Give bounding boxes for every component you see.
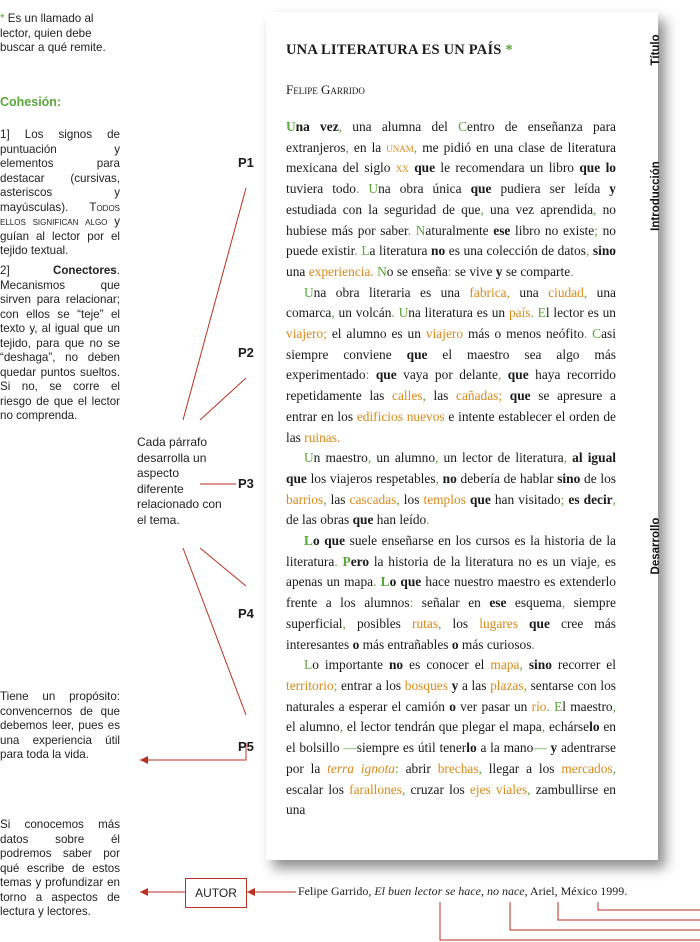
citation-line-2: [510, 902, 700, 930]
document-title: UNA LITERATURA ES UN PAÍS *: [286, 42, 513, 58]
arrow-head-autor-left: [140, 888, 148, 896]
titulo-label: Título: [650, 34, 662, 66]
p5-line: [183, 548, 246, 715]
citation-line-4: [598, 902, 700, 910]
autor-box: AUTOR: [185, 878, 247, 908]
document-author: Felipe Garrido: [286, 82, 365, 97]
arrow-head-proposito: [140, 756, 148, 764]
paragraph-label-p2: P2: [238, 345, 254, 360]
proposito-note: Tiene un propósito: convencernos de que debemos leer, pues es una experiencia útil para toda la vida.: [0, 690, 120, 761]
paragraph-4: Lo que suele enseñarse en los cursos es la historia de la literatura. Pero la historia de la literatura no es un viaje, es apenas un mapa. Lo que hace nuestro maestro es extenderlo frente a los alumnos: señalar en ese esquema, siempre superficial, posibles rutas, los lugares que cree más interesantes o más entrañables o más curiosos.: [286, 533, 616, 652]
citation-line-3: [558, 902, 700, 920]
introduccion-label: Introducción: [650, 161, 662, 231]
p4-line: [200, 548, 246, 586]
paragraph-5: Lo importante no es conocer el mapa, sino recorrer el territorio; entrar a los bosques y a las plazas, sentarse con los naturales a esperar el camión o ver pasar un río. El maestro, el alumno, el lector tendrán que plegar el mapa, echárselo en el bolsillo —siempre es útil tenerlo a la mano— y adentrarse por la terra ignota: abrir brechas, llegar a los mercados, escalar los farallones, cruzar los ejes viales, zambullirse en una: [286, 657, 617, 818]
arrow-head-autor-right: [247, 888, 255, 896]
title-asterisk: *: [505, 42, 513, 58]
cohesion-note-2: 2] Conectores. Mecanismos que sirven para relacionar; con ellos se “teje” el texto y, al igual que un tejido, para que no se “deshaga”, no deben quedar puntos sueltos. Si no, se corre el riesgo de que el lector no comprenda.: [0, 264, 120, 422]
asterisk-note: * Es un llamado al lector, quien debe buscar a qué remite.: [0, 12, 106, 54]
citation: Felipe Garrido, El buen lector se hace, no nace, Ariel, México 1999.: [298, 884, 628, 898]
cohesion-heading: Cohesión:: [0, 95, 62, 109]
desarrollo-label: Desarrollo: [650, 517, 662, 575]
asterisk-mark: *: [0, 12, 5, 25]
proposito-arrow: [140, 743, 246, 760]
paragraph-label-p4: P4: [238, 606, 254, 621]
paragraph-label-p1: P1: [238, 155, 254, 170]
autor-note: Si conocemos más datos sobre él podremos saber por qué escribe de estos temas y profundizar en torno a aspectos de lectura y lectores.: [0, 818, 120, 918]
citation-line-1: [440, 902, 700, 940]
paragraph-3: Un maestro, un alumno, un lector de literatura, al igual que los viajeros respetables, no debería de hablar sino de los barrios, las cascadas, los templos que han visitado; es decir, de las obras que han leído.: [286, 450, 616, 528]
p1-line: [183, 188, 246, 420]
paragraph-label-p3: P3: [238, 476, 254, 491]
document-body: [286, 117, 616, 821]
p2-line: [200, 378, 246, 420]
middle-note: Cada párrafo desarrolla un aspecto diferente relacionado con el tema.: [137, 435, 222, 527]
paragraph-label-p5: P5: [238, 739, 254, 754]
paragraph-1: Una vez, una alumna del Centro de enseñanza para extranjeros, en la unam, me pidió en una clase de literatura mexicana del siglo xx que le recomendara un libro que lo tuviera todo. Una obra única que pudiera ser leída y estudiada con la seguridad de que, una vez aprendida, no hubiese más por saber. Naturalmente ese libro no existe; no puede existir. La literatura no es una colección de datos, sino una experiencia. No se enseña: se vive y se comparte.: [286, 119, 616, 279]
paragraph-2: Una obra literaria es una fabrica, una ciudad, una comarca, un volcán. Una literatura es un país. El lector es un viajero; el alumno es un viajero más o menos neófito. Casi siempre conviene que el maestro sea algo más experimentado: que vaya por delante, que haya recorrido repetidamente las calles, las cañadas; que se apresure a entrar en los edificios nuevos e intente establecer el orden de las ruinas.: [286, 284, 616, 445]
cohesion-note-1: 1] Los signos de puntuación y elementos para destacar (cursivas, asteriscos y mayúsculas). Todos ellos significan algo y guían al lector por el tejido textual.: [0, 128, 120, 257]
